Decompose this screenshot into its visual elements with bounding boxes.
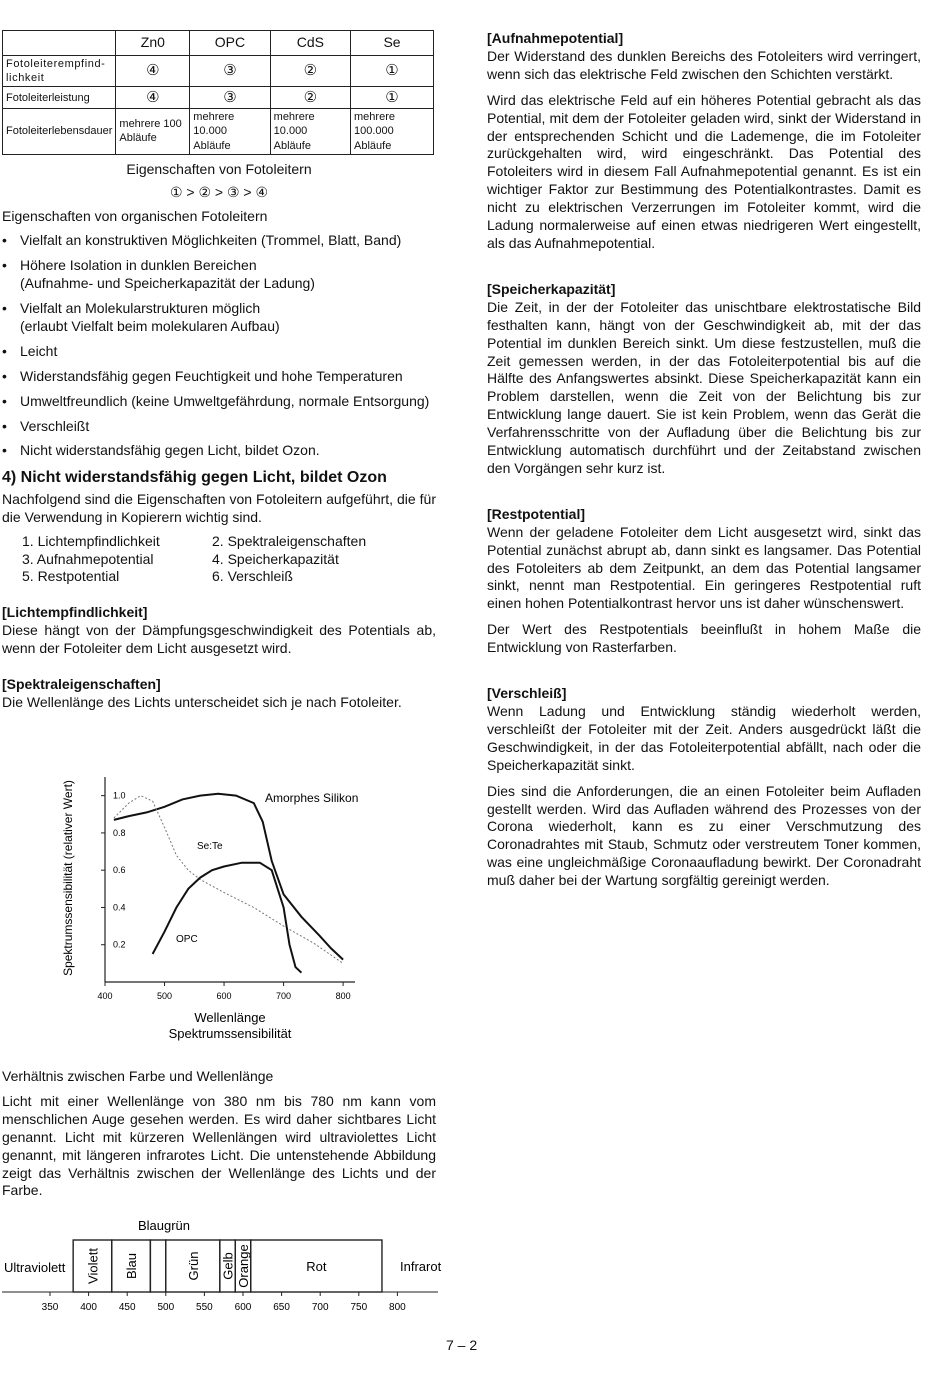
spectral-sensitivity-chart (55, 760, 385, 1050)
series-label: OPC (176, 934, 198, 945)
wavelength-colour-chart (2, 1212, 448, 1322)
left-column (2, 30, 436, 712)
x-tick-label: 600 (234, 1302, 252, 1313)
chart-title: Spektrumssensibilität (168, 1026, 292, 1041)
right-label: Infrarot (400, 1259, 442, 1274)
table-cell: ② (270, 56, 350, 87)
aufnahme-heading: [Aufnahmepotential] (487, 30, 624, 46)
x-tick-label: 800 (335, 991, 351, 1001)
x-tick-label: 550 (196, 1302, 213, 1313)
rest-text-2: Der Wert des Restpotentials beeinflußt in hohem Maße die Entwicklung von Rasterfarben. (487, 621, 921, 656)
x-tick-label: 650 (273, 1302, 290, 1313)
x-tick-label: 700 (276, 991, 292, 1001)
colour-text: Licht mit einer Wellenlänge von 380 nm bis 780 nm kann vom menschlichen Auge gesehen werden. Es wird daher sichtbares Licht genannt. Licht mit kürzeren Wellenlängen wird ultraviolettes Licht genannt, mit längeren infrarotes Licht. Die untenstehende Abbildung zeigt das Verhältnis zwischen der Wellenlänge des Lichts und der Farbe. (2, 1092, 436, 1199)
aufnahme-text-1: Der Widerstand des dunklen Bereichs des Fotoleiters wird verringert, wenn sich das elektrische Feld zwischen den Schichten verstärkt. (487, 47, 921, 82)
x-tick-label: 600 (216, 991, 232, 1001)
aufnahme-text-2: Wird das elektrische Feld auf ein höheres Potential gebracht als das Potential, mit dem der Fotoleiter geladen wird, sinkt der Widerstand in der entsprechenden Schicht und die Lademenge, die im Fotoleiter zurückgehalten wird, wird eingeschränkt. Das Potential des Fotoleiters wird in diesem Fall Aufnahmepotential genannt. Es ist ein wichtiger Faktor zur Bestimmung des Potentialkontrastes. Damit es nicht zu elektrischen Verzerrungen im Fotoleiter kommt, wird die Ladung normalerweise auf einen etwas niedrigeren Wert eingestellt, als das Aufnahmepotential. (487, 91, 921, 251)
property-list (22, 533, 436, 587)
verschleiss-heading: [Verschleiß] (487, 685, 567, 702)
x-tick-label: 800 (389, 1302, 406, 1313)
x-tick-label: 700 (311, 1302, 329, 1313)
list-item: • Vielfalt an konstruktiven Möglichkeiten (Trommel, Blatt, Band) (2, 232, 436, 250)
y-tick-label: 1.0 (113, 790, 126, 801)
spektral-heading: [Spektraleigenschaften] (2, 676, 161, 693)
colour-heading: Verhältnis zwischen Farbe und Wellenlänge (2, 1068, 274, 1084)
list-item: 5. Restpotential (22, 568, 120, 585)
x-tick-label: 350 (41, 1302, 59, 1313)
section-intro: Nachfolgend sind die Eigenschaften von Fotoleitern aufgeführt, die für die Verwendung in Kopierern wichtig sind. (2, 490, 436, 525)
x-tick-label: 500 (157, 1302, 175, 1313)
series-line (114, 796, 343, 964)
list-item: 6. Verschleiß (212, 568, 293, 585)
list-item: 1. Lichtempfindlichkeit (22, 532, 160, 549)
speicher-heading: [Speicherkapazität] (487, 280, 616, 297)
x-tick-label: 400 (97, 991, 113, 1001)
band-label: Blau (124, 1252, 140, 1280)
verschleiss-text-2: Dies sind die Anforderungen, die an einen Fotoleiter beim Aufladen gestellt werden. Wird das Aufladen während des Prozesses von der Corona wiederholt, kann es zu einer Verschmutzung des Coronadrahtes mit Staub, Schmutz oder verstreutem Toner kommen, was eine ungleichmäßige Coronaaufladung bewirkt. Der Coronadraht muß daher bei der Wartung sorgfältig gereinigt werden. (487, 782, 921, 889)
table-corner (3, 31, 116, 56)
table-header: CdS (270, 31, 350, 56)
list-item-line: Höhere Isolation in dunklen Bereichen (20, 257, 257, 274)
y-tick-label: 0.4 (113, 902, 126, 913)
table-cell: ④ (116, 87, 190, 109)
table-header: OPC (190, 31, 270, 56)
list-item: • Widerstandsfähig gegen Feuchtigkeit und hohe Temperaturen (2, 368, 436, 386)
y-tick-label: 0.8 (113, 827, 126, 838)
list-item: • Leicht (2, 343, 436, 361)
y-tick-label: 0.6 (113, 865, 126, 876)
x-tick-label: 450 (118, 1302, 136, 1313)
x-tick-label: 400 (80, 1302, 97, 1313)
table-cell: ① (351, 56, 434, 87)
rest-heading: [Restpotential] (487, 505, 585, 522)
table-cell: mehrere 100 Abläufe (116, 109, 190, 154)
table-header: Zn0 (116, 31, 190, 56)
table-cell: ③ (190, 87, 270, 109)
row-label: Fotoleiterleistung (3, 87, 116, 109)
table-header: Se (351, 31, 434, 56)
ranking-order: ① > ② > ③ > ④ (169, 184, 269, 201)
table-cell: mehrere 10.000 Abläufe (270, 109, 350, 154)
colour-section (2, 1068, 436, 1200)
list-item: • Nicht widerstandsfähig gegen Licht, bildet Ozon. (2, 442, 436, 460)
x-axis-label: Wellenlänge (194, 1010, 266, 1025)
x-tick-label: 750 (350, 1302, 368, 1313)
series-label: Amorphes Silikon (265, 791, 359, 805)
chart-title: Blaugrün (137, 1218, 191, 1233)
list-item: • Verschleißt (2, 418, 436, 436)
table-cell: ③ (190, 56, 270, 87)
y-tick-label: 0.2 (113, 939, 126, 950)
page-number: 7 – 2 (446, 1337, 478, 1353)
colour-band (150, 1240, 165, 1292)
licht-heading: [Lichtempfindlichkeit] (2, 604, 148, 621)
list-item (2, 257, 436, 293)
table-caption: Eigenschaften von Fotoleitern (126, 160, 312, 177)
left-label: Ultraviolett (4, 1260, 66, 1275)
band-label: Gelb (220, 1252, 236, 1280)
list-item (2, 300, 436, 336)
list-item-line: (Aufnahme- und Speicherkapazität der Ladung) (20, 275, 315, 292)
organic-list (2, 232, 436, 460)
band-label: Orange (236, 1244, 251, 1288)
list-item: • Umweltfreundlich (keine Umweltgefährdung, normale Entsorgung) (2, 393, 436, 411)
list-item: 3. Aufnahmepotential (22, 550, 154, 567)
row-label: Fotoleiterlebensdauer (3, 109, 116, 154)
table-cell: mehrere 100.000 Abläufe (351, 109, 434, 154)
spektral-text: Die Wellenlänge des Lichts unterscheidet sich je nach Fotoleiter. (2, 693, 402, 710)
table-cell: mehrere 10.000 Abläufe (190, 109, 270, 154)
section-heading: 4) Nicht widerstandsfähig gegen Licht, bildet Ozon (2, 469, 387, 487)
row-label: Fotoleiterempfind-lichkeit (3, 56, 116, 87)
rest-text-1: Wenn der geladene Fotoleiter dem Licht ausgesetzt wird, sinkt das Potential zunächst abrupt ab, dann sinkt es langsamer. Das Potential des Fotoleiters ab dem Zeitpunkt, an dem das Potential langsamer sinkt, nennt man Restpotential. Ein geringeres Restpotential ruft einen hohen Potentialkontrast hervor uns ist daher wünschenswert. (487, 523, 921, 612)
verschleiss-text-1: Wenn Ladung und Entwicklung ständig wiederholt werden, verschleißt der Fotoleiter mit der Zeit. Anders ausgedrückt läßt die Geschwindigkeit, in der das Fotoleiterpotential abfällt, nach oder die Speicherkapazität sinkt. (487, 703, 921, 773)
list-item-line: Vielfalt an Molekularstrukturen möglich (20, 300, 261, 317)
band-label: Rot (306, 1259, 327, 1274)
series-label: Se:Te (197, 841, 223, 852)
list-item: 2. Spektraleigenschaften (212, 532, 367, 549)
x-tick-label: 500 (157, 991, 173, 1001)
licht-text: Diese hängt von der Dämpfungsgeschwindigkeit des Potentials ab, wenn der Fotoleiter dem Licht ausgesetzt wird. (2, 622, 436, 657)
band-label: Violett (85, 1248, 101, 1284)
organic-title: Eigenschaften von organischen Fotoleitern (2, 208, 268, 225)
series-line (114, 794, 343, 960)
table-cell: ② (270, 87, 350, 109)
list-item: 4. Speicherkapazität (212, 550, 339, 567)
y-axis-label: Spektrumssensibilität (relativer Wert) (61, 780, 75, 976)
speicher-text: Die Zeit, in der der Fotoleiter das unischtbare elektrostatische Bild festhalten kann, hängt von der Geschwindigkeit ab, mit der das Potential im dunklen Bereich sinkt. Um diese festzustellen, muß die Zeit gemessen werden, in der das Fotoleiterpotential bis auf die Hälfte des Anfangswertes absinkt. Diese Speicherkapazität kann ein Problem darstellen, wenn die Zeit von der Belichtung bis zur Entwicklung lange dauert. Sie ist kein Problem, wenn das Gerät die Verfahrensschritte von der Aufladung über die Belichtung bis zur Entwicklung automatisch durchführt und der Zeitabstand zwischen den Vorgängen sehr kurz ist. (487, 298, 921, 476)
table-cell: ④ (116, 56, 190, 87)
right-column (487, 30, 921, 890)
photoconductor-table (2, 30, 434, 155)
list-item-line: (erlaubt Vielfalt beim molekularen Aufbau) (20, 317, 280, 334)
table-cell: ① (351, 87, 434, 109)
band-label: Grün (185, 1251, 201, 1281)
